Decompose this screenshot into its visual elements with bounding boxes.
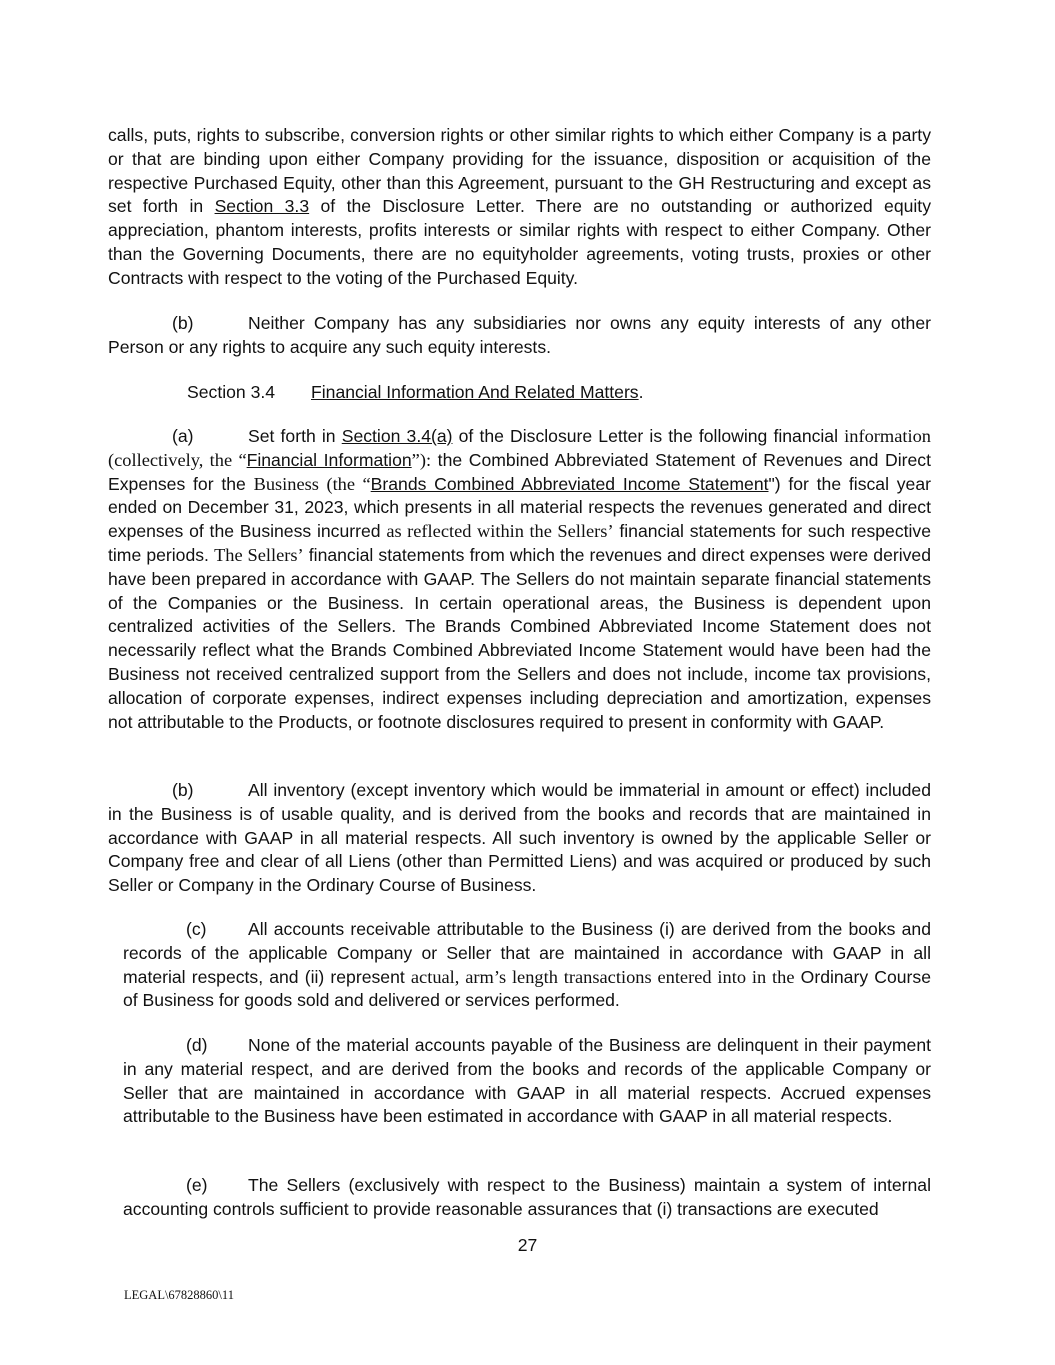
clause-label: (b) (172, 780, 194, 800)
heading-period: . (638, 382, 644, 402)
indent (108, 312, 248, 336)
paragraph-text: actual, arm’s length transactions entered into in the (410, 966, 795, 987)
indent (108, 425, 248, 449)
paragraph-text: calls, puts, rights to subscribe, conversion rights or other similar rights to which either Company is a party or that are binding upon either Company providing for the issuance, disposition or acquisition of the respective Purchased Equity, other than this Agreement, pursuant to the GH Restructuring and except as set forth in (108, 125, 931, 217)
paragraph-text: ") for the fiscal year ended on December 31, 2023, which presents in all material respects the revenues generated and direct expenses of the Business incurred (108, 473, 931, 542)
defined-term: Financial Information (246, 449, 412, 470)
indent (123, 1034, 248, 1058)
clause-label: (d) (186, 1035, 208, 1055)
paragraph-e-internal-controls (123, 1174, 931, 1222)
paragraph-c-accounts-receivable (123, 918, 931, 1013)
section-reference-link[interactable]: Section 3.3 (214, 196, 310, 217)
paragraph-text: Set forth in (248, 426, 342, 446)
paragraph-b-inventory (108, 779, 931, 898)
paragraph-text: the Combined Abbreviated Statement of Revenues and Direct Expenses for the (108, 449, 931, 494)
clause-label: (a) (172, 426, 194, 446)
document-identifier: LEGAL\67828860\11 (124, 1288, 234, 1302)
paragraph-d-accounts-payable (123, 1034, 931, 1129)
clause-label: (b) (172, 313, 194, 333)
indent (123, 1174, 248, 1198)
paragraph-text: Neither Company has any subsidiaries nor owns any equity interests of any other Person or any rights to acquire any such equity interests. (108, 313, 931, 357)
paragraph-capitalization-continued (108, 124, 931, 291)
paragraph-text: financial statements for such respective time periods. (108, 521, 931, 565)
paragraph-text: The Sellers (exclusively with respect to the Business) maintain a system of internal accounting controls sufficient to provide reasonable assurances that (i) transactions are executed (123, 1175, 931, 1219)
indent (123, 918, 248, 942)
paragraph-text: of the Disclosure Letter. There are no outstanding or authorized equity appreciation, phantom interests, profits interests or similar rights with respect to either Company. Other than the Governing Documents, there are no equityholder agreements, voting trusts, proxies or other Contracts with respect to the voting of the Purchased Equity. (108, 196, 931, 288)
section-heading (187, 381, 644, 405)
paragraph-text: as reflected within the Sellers’ (386, 521, 614, 542)
paragraph-text: of the Disclosure Letter is the following financial (452, 426, 845, 446)
paragraph-text: ”): (411, 449, 432, 470)
indent (108, 779, 248, 803)
paragraph-text: The Sellers’ (214, 544, 304, 565)
paragraph-a-financial-information (108, 425, 931, 734)
paragraph-text: financial statements from which the revenues and direct expenses were derived have been prepared in accordance with GAAP. The Sellers do not maintain separate financial statements of the Companies or the Business. In certain operational areas, the Business is dependent upon centralized activities of the Sellers. The Brands Combined Abbreviated Income Statement does not necessarily reflect what the Brands Combined Abbreviated Income Statement would have been had the Business not received centralized support from the Sellers and does not include, income tax provisions, allocation of corporate expenses, indirect expenses including depreciation and amortization, expenses not attributable to the Products, or footnote disclosures required to present in conformity with GAAP. (108, 544, 932, 732)
clause-label: (c) (186, 919, 207, 939)
paragraph-text: All inventory (except inventory which would be immaterial in amount or effect) included in the Business is of usable quality, and is derived from the books and records that are maintained in accordance with GAAP in all material respects. All such inventory is owned by the applicable Seller or Company free and clear of all Liens (other than Permitted Liens) and was acquired or produced by such Seller or Company in the Ordinary Course of Business. (108, 780, 931, 896)
paragraph-b-subsidiaries (108, 312, 931, 360)
section-reference-link[interactable]: Section 3.4(a) (341, 426, 453, 446)
paragraph-text: information (collectively, the “ (108, 426, 931, 470)
paragraph-text: Ordinary Course of Business for goods sold and delivered or services performed. (123, 966, 931, 1011)
clause-label: (e) (186, 1175, 208, 1195)
section-number: Section 3.4 (187, 382, 276, 402)
paragraph-text: All accounts receivable attributable to the Business (i) are derived from the books and records of the applicable Company or Seller that are maintained in accordance with GAAP in all material respects, and (ii) represent (123, 919, 931, 987)
paragraph-text: None of the material accounts payable of the Business are delinquent in their payment in any material respect, and are derived from the books and records of the applicable Company or Seller that are maintained in accordance with GAAP in all material respects. Accrued expenses attributable to the Business have been estimated in accordance with GAAP in all material respects. (123, 1035, 931, 1127)
page-number: 27 (517, 1235, 538, 1255)
paragraph-text: Business (the “ (253, 473, 371, 494)
section-title: Financial Information And Related Matters (311, 382, 639, 402)
defined-term: Brands Combined Abbreviated Income Statement (370, 473, 769, 494)
